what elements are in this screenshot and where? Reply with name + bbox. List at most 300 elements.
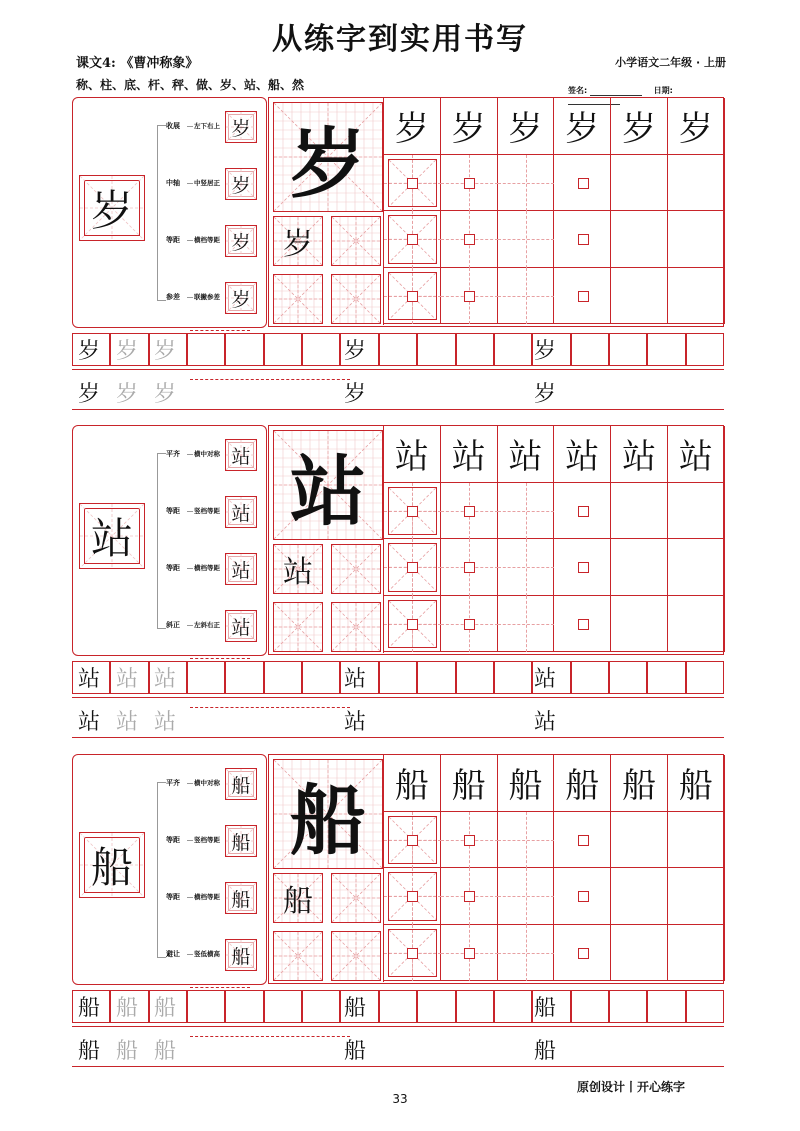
rule-connector (187, 183, 193, 184)
page-title: 从练字到实用书写 (272, 22, 528, 57)
center-square (407, 291, 418, 302)
strip-char: 船 (78, 996, 101, 1021)
line-char: 船 (154, 1039, 177, 1064)
line-char: 站 (154, 710, 177, 735)
model-char: 岁 (565, 109, 600, 150)
rule-category: 平齐 (166, 779, 180, 787)
rule-example-cell (225, 553, 257, 585)
strip-char: 站 (344, 667, 367, 692)
guide-v (526, 211, 527, 268)
rule-example-cell (225, 882, 257, 914)
practice-cell[interactable] (554, 426, 611, 483)
stroke-practice-cell[interactable] (273, 931, 323, 981)
strip-cell[interactable] (302, 990, 340, 1023)
rule-category: 收展 (166, 122, 180, 130)
line-char: 岁 (78, 382, 101, 407)
rule-tip: 竖档等距 (194, 507, 220, 515)
rule-example-char: 站 (231, 559, 251, 582)
demo-char: 岁 (290, 118, 366, 208)
practice-cell[interactable] (441, 596, 498, 653)
practice-cell[interactable] (611, 755, 668, 812)
stroke-example-char: 船 (283, 884, 313, 919)
rule-connector (187, 126, 193, 127)
line-char: 船 (78, 1039, 101, 1064)
sample-char: 站 (90, 514, 133, 563)
center-square (578, 234, 589, 245)
model-char: 船 (394, 766, 429, 807)
rule-connector (187, 954, 193, 955)
practice-cell[interactable] (498, 268, 555, 325)
practice-cell[interactable] (441, 539, 498, 596)
practice-cell[interactable] (668, 539, 725, 596)
practice-cell[interactable] (554, 755, 611, 812)
strip-char: 岁 (78, 339, 101, 364)
line-char: 站 (344, 710, 367, 735)
model-char: 岁 (508, 109, 543, 150)
practice-cell[interactable] (384, 268, 441, 325)
rule-example-char: 站 (231, 502, 251, 525)
practice-grid (268, 425, 724, 655)
strip-cell[interactable] (417, 661, 455, 694)
practice-cell[interactable] (611, 98, 668, 155)
practice-cell[interactable] (668, 868, 725, 925)
model-char: 岁 (394, 109, 429, 150)
practice-cell[interactable] (611, 483, 668, 540)
practice-cell[interactable] (668, 98, 725, 155)
practice-cell[interactable] (498, 483, 555, 540)
practice-cell[interactable] (611, 539, 668, 596)
practice-cell[interactable] (384, 483, 441, 540)
practice-cell[interactable] (384, 539, 441, 596)
model-char: 站 (508, 437, 543, 478)
strip-dash (190, 330, 250, 331)
rule-connector (187, 897, 193, 898)
center-square (407, 506, 418, 517)
strip-char: 船 (116, 996, 139, 1021)
rule-example-char: 岁 (231, 117, 251, 140)
practice-cell[interactable] (554, 98, 611, 155)
center-square (578, 835, 589, 846)
strip-cell[interactable] (494, 661, 532, 694)
line-char: 岁 (344, 382, 367, 407)
practice-cell[interactable] (611, 925, 668, 982)
guide-lines (332, 603, 380, 651)
practice-cell[interactable] (668, 268, 725, 325)
strip-cell[interactable] (187, 661, 225, 694)
page-number: 33 (392, 1092, 408, 1106)
strip-cell[interactable] (647, 661, 685, 694)
strip-cell[interactable] (417, 333, 455, 366)
model-char: 站 (565, 437, 600, 478)
practice-cell[interactable] (498, 426, 555, 483)
rule-example-cell (225, 939, 257, 971)
strip-cell[interactable] (609, 333, 647, 366)
sample-char: 船 (90, 843, 133, 892)
practice-cell[interactable] (554, 539, 611, 596)
strip-cell[interactable] (571, 333, 609, 366)
stroke-example-char: 岁 (283, 227, 313, 262)
grade-label: 小学语文二年级 · 上册 (615, 56, 726, 69)
strip-char: 船 (154, 996, 177, 1021)
practice-cell[interactable] (384, 211, 441, 268)
practice-cell[interactable] (498, 211, 555, 268)
center-square (407, 619, 418, 630)
rule-example-char: 岁 (231, 231, 251, 254)
rule-example-char: 岁 (231, 288, 251, 311)
rule-tip: 联撇参差 (194, 293, 220, 301)
brand-label: 原创设计丨开心练字 (576, 1080, 685, 1094)
rule-example-char: 船 (231, 774, 251, 797)
practice-cell[interactable] (384, 755, 441, 812)
rule-category: 避让 (166, 950, 180, 958)
rule-example-cell (225, 496, 257, 528)
center-square (578, 178, 589, 189)
guide-v (526, 539, 527, 596)
rule-example-char: 站 (231, 616, 251, 639)
stroke-practice-cell[interactable] (331, 873, 381, 923)
practice-cell[interactable] (498, 155, 555, 212)
practice-cell[interactable] (441, 155, 498, 212)
center-square (464, 234, 475, 245)
rule-tip: 横档等距 (194, 893, 220, 901)
strip-cell[interactable] (379, 333, 417, 366)
practice-cell[interactable] (441, 925, 498, 982)
center-square (464, 178, 475, 189)
practice-cell[interactable] (384, 925, 441, 982)
center-square (407, 835, 418, 846)
center-square (578, 562, 589, 573)
sample-char: 岁 (90, 186, 133, 235)
practice-cell[interactable] (668, 211, 725, 268)
rules-panel (72, 754, 267, 985)
stroke-practice-cell[interactable] (331, 602, 381, 652)
practice-cell[interactable] (441, 755, 498, 812)
center-square (464, 562, 475, 573)
rule-example-cell (225, 225, 257, 257)
rule-example-char: 船 (231, 831, 251, 854)
strip-cell[interactable] (686, 661, 724, 694)
rule-example-cell (225, 768, 257, 800)
practice-cell[interactable] (498, 868, 555, 925)
sample-char-cell (79, 832, 145, 898)
rule-connector (187, 240, 193, 241)
guide-v (526, 812, 527, 869)
line-char: 岁 (116, 382, 139, 407)
strip-cell[interactable] (264, 990, 302, 1023)
line-char: 岁 (534, 382, 557, 407)
stroke-practice-cell[interactable] (273, 216, 323, 266)
line-char: 站 (116, 710, 139, 735)
rule-tip: 横档等距 (194, 564, 220, 572)
rule-brace (157, 782, 166, 958)
strip-cell[interactable] (456, 661, 494, 694)
guide-lines (332, 545, 380, 593)
rule-connector (187, 454, 193, 455)
rule-connector (187, 840, 193, 841)
model-char: 站 (394, 437, 429, 478)
practice-grid (268, 97, 724, 327)
strip-cell[interactable] (456, 333, 494, 366)
rule-example-cell (225, 825, 257, 857)
character-list: 称、柱、底、杆、秤、做、岁、站、船、然 (76, 78, 305, 92)
practice-cell[interactable] (611, 155, 668, 212)
practice-cell[interactable] (668, 925, 725, 982)
practice-cell[interactable] (668, 812, 725, 869)
center-square (407, 178, 418, 189)
guide-lines (274, 932, 322, 980)
stroke-practice-cell[interactable] (331, 544, 381, 594)
rule-tip: 左下右上 (194, 122, 220, 130)
guide-v (526, 596, 527, 653)
practice-cell[interactable] (498, 539, 555, 596)
rule-example-cell (225, 111, 257, 143)
strip-char: 站 (116, 667, 139, 692)
rule-category: 等距 (166, 893, 180, 901)
stroke-practice-cell[interactable] (273, 602, 323, 652)
strip-cell[interactable] (494, 333, 532, 366)
practice-cell[interactable] (498, 596, 555, 653)
practice-cell[interactable] (441, 812, 498, 869)
stroke-practice-cell[interactable] (273, 544, 323, 594)
guide-lines (332, 932, 380, 980)
practice-cell[interactable] (441, 98, 498, 155)
demo-cell (273, 759, 383, 869)
rule-tip: 横档等距 (194, 236, 220, 244)
line-dash (190, 707, 350, 708)
practice-cell[interactable] (554, 155, 611, 212)
guide-v (526, 868, 527, 925)
practice-cell[interactable] (611, 426, 668, 483)
rule-connector (187, 297, 193, 298)
strip-cell[interactable] (647, 990, 685, 1023)
practice-cell[interactable] (554, 268, 611, 325)
practice-cell[interactable] (498, 925, 555, 982)
practice-cell[interactable] (441, 868, 498, 925)
model-char: 站 (678, 437, 713, 478)
rule-example-char: 船 (231, 888, 251, 911)
practice-cell[interactable] (554, 868, 611, 925)
line-baseline (72, 409, 724, 410)
rule-category: 平齐 (166, 450, 180, 458)
rule-connector (187, 568, 193, 569)
model-char: 岁 (622, 109, 657, 150)
signature-label: 签名: (568, 86, 588, 95)
line-baseline (72, 737, 724, 738)
practice-cell[interactable] (498, 812, 555, 869)
center-square (407, 562, 418, 573)
strip-cell[interactable] (417, 990, 455, 1023)
strip-cell[interactable] (302, 333, 340, 366)
strip-cell[interactable] (647, 333, 685, 366)
guide-v (526, 268, 527, 325)
strip-cell[interactable] (264, 661, 302, 694)
guide-lines (332, 217, 380, 265)
strip-char: 站 (154, 667, 177, 692)
practice-cell[interactable] (554, 483, 611, 540)
rule-connector (187, 511, 193, 512)
line-char: 站 (78, 710, 101, 735)
center-square (407, 234, 418, 245)
practice-cell[interactable] (668, 596, 725, 653)
strip-cell[interactable] (686, 990, 724, 1023)
rule-connector (187, 625, 193, 626)
strip-char: 站 (534, 667, 557, 692)
rule-example-char: 岁 (231, 174, 251, 197)
strip-cell[interactable] (571, 661, 609, 694)
rule-category: 中轴 (166, 179, 180, 187)
rule-tip: 横中对称 (194, 779, 220, 787)
center-square (464, 619, 475, 630)
strip-cell[interactable] (264, 333, 302, 366)
strip-char: 站 (78, 667, 101, 692)
practice-cell[interactable] (668, 155, 725, 212)
practice-cell[interactable] (554, 596, 611, 653)
rule-example-char: 站 (231, 445, 251, 468)
strip-cell[interactable] (187, 990, 225, 1023)
strip-cell[interactable] (225, 990, 263, 1023)
practice-cell[interactable] (554, 211, 611, 268)
guide-lines (274, 603, 322, 651)
rule-category: 等距 (166, 836, 180, 844)
line-char: 岁 (154, 382, 177, 407)
line-baseline (72, 1066, 724, 1067)
center-square (407, 891, 418, 902)
strip-dash (190, 987, 250, 988)
center-square (464, 835, 475, 846)
model-char: 站 (451, 437, 486, 478)
strip-char: 岁 (116, 339, 139, 364)
strip-cell[interactable] (379, 990, 417, 1023)
rule-tip: 左斜右正 (194, 621, 220, 629)
practice-cell[interactable] (441, 268, 498, 325)
lesson-title: 课文4: 《曹冲称象》 (76, 56, 199, 71)
line-char: 船 (344, 1039, 367, 1064)
strip-cell[interactable] (187, 333, 225, 366)
practice-cell[interactable] (611, 211, 668, 268)
strip-cell[interactable] (686, 333, 724, 366)
center-square (407, 948, 418, 959)
sample-char-cell (79, 503, 145, 569)
rule-tip: 横中对称 (194, 450, 220, 458)
practice-cell[interactable] (668, 483, 725, 540)
stroke-practice-cell[interactable] (273, 873, 323, 923)
strip-cell[interactable] (225, 661, 263, 694)
strip-cell[interactable] (225, 333, 263, 366)
stroke-practice-cell[interactable] (273, 274, 323, 324)
practice-cell[interactable] (611, 812, 668, 869)
strip-char: 岁 (154, 339, 177, 364)
practice-cell[interactable] (384, 868, 441, 925)
center-square (464, 948, 475, 959)
date-label: 日期: (653, 86, 673, 95)
practice-cell[interactable] (441, 426, 498, 483)
guide-v (526, 155, 527, 212)
model-char: 船 (678, 766, 713, 807)
practice-cell[interactable] (498, 98, 555, 155)
center-square (578, 291, 589, 302)
practice-grid (268, 754, 724, 984)
stroke-practice-cell[interactable] (331, 274, 381, 324)
strip-cell[interactable] (571, 990, 609, 1023)
rule-example-cell (225, 282, 257, 314)
guide-lines (332, 275, 380, 323)
line-dash (190, 1036, 350, 1037)
practice-cell[interactable] (498, 755, 555, 812)
line-char: 站 (534, 710, 557, 735)
practice-cell[interactable] (668, 755, 725, 812)
center-square (464, 891, 475, 902)
stroke-practice-cell[interactable] (331, 931, 381, 981)
practice-cell[interactable] (611, 268, 668, 325)
rule-brace (157, 453, 166, 629)
practice-cell[interactable] (554, 812, 611, 869)
strip-cell[interactable] (456, 990, 494, 1023)
strip-cell[interactable] (494, 990, 532, 1023)
rule-example-cell (225, 610, 257, 642)
practice-cell[interactable] (384, 98, 441, 155)
demo-cell (273, 430, 383, 540)
model-char: 岁 (451, 109, 486, 150)
practice-cell[interactable] (384, 426, 441, 483)
demo-char: 船 (290, 775, 366, 865)
rule-example-cell (225, 168, 257, 200)
strip-baseline (72, 1026, 724, 1027)
rule-category: 等距 (166, 236, 180, 244)
practice-cell[interactable] (554, 925, 611, 982)
center-square (464, 291, 475, 302)
rule-tip: 竖低横高 (194, 950, 220, 958)
practice-cell[interactable] (668, 426, 725, 483)
rules-panel (72, 425, 267, 656)
guide-lines (274, 275, 322, 323)
practice-cell[interactable] (384, 812, 441, 869)
center-square (578, 619, 589, 630)
strip-baseline (72, 697, 724, 698)
guide-v (526, 925, 527, 982)
line-char: 船 (116, 1039, 139, 1064)
strip-dash (190, 658, 250, 659)
strip-cell[interactable] (609, 661, 647, 694)
rule-category: 参差 (166, 293, 180, 301)
rule-tip: 竖档等距 (194, 836, 220, 844)
practice-cell[interactable] (441, 211, 498, 268)
center-square (578, 891, 589, 902)
rule-category: 等距 (166, 507, 180, 515)
model-char: 岁 (678, 109, 713, 150)
strip-cell[interactable] (379, 661, 417, 694)
strip-char: 船 (344, 996, 367, 1021)
practice-cell[interactable] (441, 483, 498, 540)
demo-cell (273, 102, 383, 212)
signature-field[interactable] (590, 87, 642, 96)
center-square (464, 506, 475, 517)
center-square (578, 948, 589, 959)
strip-char: 岁 (344, 339, 367, 364)
model-char: 船 (565, 766, 600, 807)
practice-cell[interactable] (384, 155, 441, 212)
practice-cell[interactable] (611, 868, 668, 925)
practice-cell[interactable] (611, 596, 668, 653)
center-square (578, 506, 589, 517)
stroke-example-char: 站 (283, 555, 313, 590)
rule-connector (187, 783, 193, 784)
strip-cell[interactable] (609, 990, 647, 1023)
line-dash (190, 379, 350, 380)
practice-cell[interactable] (384, 596, 441, 653)
strip-baseline (72, 369, 724, 370)
strip-cell[interactable] (302, 661, 340, 694)
stroke-practice-cell[interactable] (331, 216, 381, 266)
